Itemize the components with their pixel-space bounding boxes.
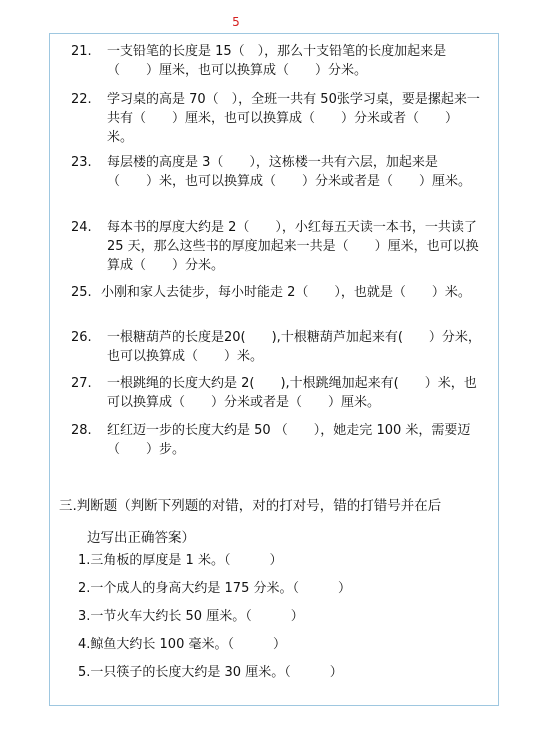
judge-item-3: 3.一节火车大约长 50 厘米。（ ） xyxy=(78,609,304,624)
question-number: 25. xyxy=(71,285,92,300)
question-number: 24. xyxy=(71,220,92,235)
judge-item-2: 2.一个成人的身高大约是 175 分米。（ ） xyxy=(78,581,351,596)
question-21 xyxy=(71,42,481,80)
section-3-title-line1: 三.判断题（判断下列题的对错，对的打对号，错的打错号并在后 xyxy=(59,498,442,514)
question-number: 27. xyxy=(71,376,92,391)
question-25 xyxy=(71,283,481,302)
judge-item-4: 4.鲸鱼大约长 100 毫米。（ ） xyxy=(78,637,286,652)
question-number: 21. xyxy=(71,44,92,59)
question-text: 小刚和家人去徒步，每小时能走 2（ ），也就是（ ）米。 xyxy=(101,285,471,300)
page-number: 5 xyxy=(232,15,240,29)
section-3-title xyxy=(59,490,489,554)
judge-item-1: 1.三角板的厚度是 1 米。（ ） xyxy=(78,553,283,568)
question-number: 28. xyxy=(71,423,92,438)
question-text: 每层楼的高度是 3（ ），这栋楼一共有六层，加起来是（ ）米，也可以换算成（ ）分米或者是（ ）厘米。 xyxy=(107,155,472,189)
question-22 xyxy=(71,90,481,147)
judge-item-5: 5.一只筷子的长度大约是 30 厘米。（ ） xyxy=(78,665,343,680)
question-24 xyxy=(71,218,481,275)
section-3-title-line2: 边写出正确答案） xyxy=(87,530,195,546)
question-text: 学习桌的高是 70（ ），全班一共有 50张学习桌，要是摞起来一共有（ ）厘米，也可以换算成（ ）分米或者（ ）米。 xyxy=(107,92,480,145)
question-text: 一根糖葫芦的长度是20( ),十根糖葫芦加起来有( ）分米，也可以换算成（ ）米。 xyxy=(107,330,481,364)
question-text: 红红迈一步的长度大约是 50 （ ），她走完 100 米，需要迈（ ）步。 xyxy=(107,423,471,457)
question-number: 23. xyxy=(71,155,92,170)
question-text: 一支铅笔的长度是 15（ ），那么十支铅笔的长度加起来是（ ）厘米，也可以换算成（ ）分米。 xyxy=(107,44,447,78)
question-28 xyxy=(71,421,481,459)
question-27 xyxy=(71,374,481,412)
question-text: 每本书的厚度大约是 2（ ），小红每五天读一本书，一共读了 25 天，那么这些书的厚度加起来一共是（ ）厘米，也可以换算成（ ）分米。 xyxy=(107,220,479,273)
question-23 xyxy=(71,153,481,191)
question-number: 22. xyxy=(71,92,92,107)
question-number: 26. xyxy=(71,330,92,345)
question-text: 一根跳绳的长度大约是 2( ),十根跳绳加起来有( ）米，也可以换算成（ ）分米或者是（ ）厘米。 xyxy=(107,376,477,410)
question-26 xyxy=(71,328,481,366)
